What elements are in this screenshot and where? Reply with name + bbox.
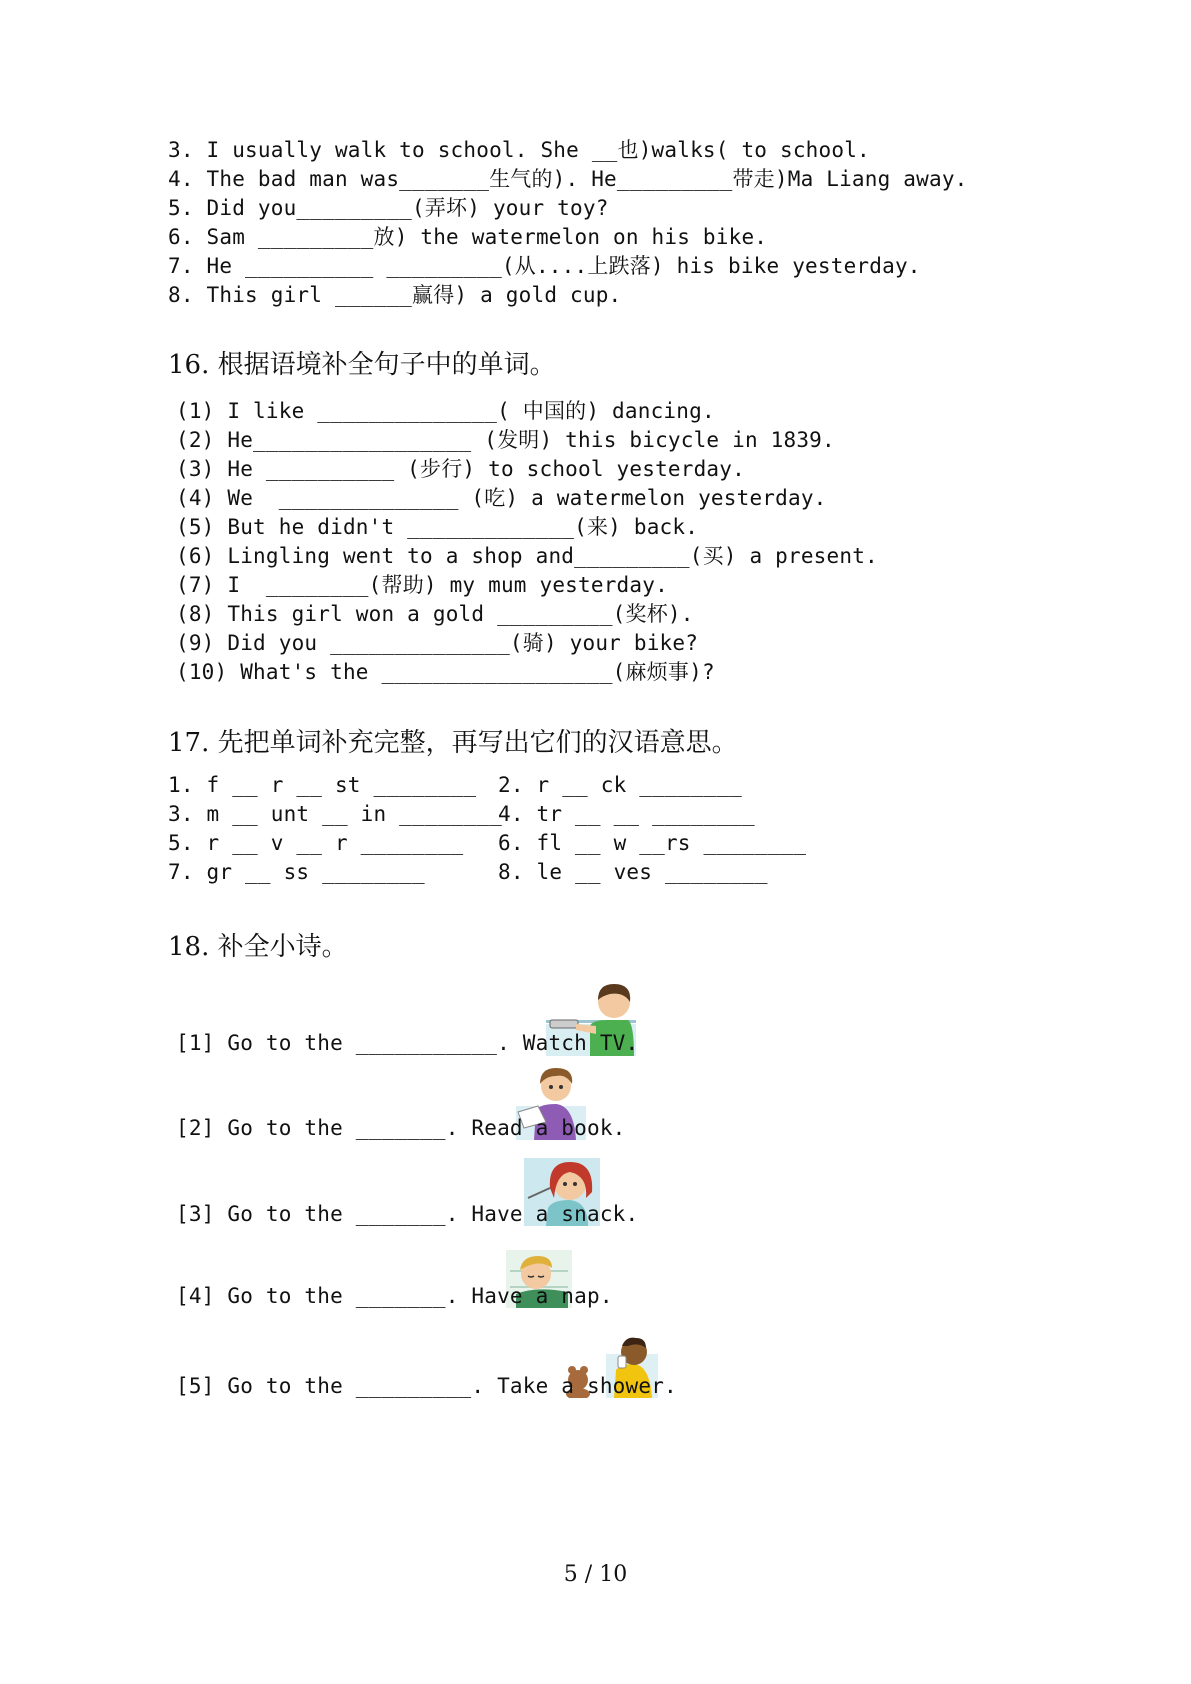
q16-item-5: (5) But he didn't _____________(来) back. xyxy=(176,515,699,539)
q16-item-6: (6) Lingling went to a shop and_________(买) a present. xyxy=(176,544,878,568)
q16-item-1: (1) I like ______________( 中国的) dancing. xyxy=(176,399,715,423)
q16-item-7: (7) I ________(帮助) my mum yesterday. xyxy=(176,573,668,597)
q16-item-4: (4) We ______________ (吃) a watermelon yesterday. xyxy=(176,486,827,510)
q15-item-3: 3. I usually walk to school. She __也)walks( to school. xyxy=(168,138,870,162)
q18-line-4: [4] Go to the _______. Have a nap. xyxy=(176,1284,613,1308)
q17-item-3: 3. m __ unt __ in ________ xyxy=(168,802,502,826)
q17-heading: 17. 先把单词补充完整，再写出它们的汉语意思。 xyxy=(168,728,738,758)
q15-item-5: 5. Did you_________(弄坏) your toy? xyxy=(168,196,609,220)
q18-line-5: [5] Go to the _________. Take a shower. xyxy=(176,1374,677,1398)
q18-line-3: [3] Go to the _______. Have a snack. xyxy=(176,1202,639,1226)
page-number: 5 / 10 xyxy=(563,1562,628,1587)
q17-item-4: 4. tr __ __ ________ xyxy=(498,802,755,826)
q17-item-6: 6. fl __ w __rs ________ xyxy=(498,831,807,855)
q17-item-7: 7. gr __ ss ________ xyxy=(168,860,425,884)
q15-item-4: 4. The bad man was_______生气的). He_________带走)Ma Liang away. xyxy=(168,167,968,191)
q15-item-7: 7. He __________ _________(从....上跌落) his bike yesterday. xyxy=(168,254,921,278)
q16-item-8: (8) This girl won a gold _________(奖杯). xyxy=(176,602,694,626)
q16-item-2: (2) He_________________ (发明) this bicycle in 1839. xyxy=(176,428,835,452)
q17-item-5: 5. r __ v __ r ________ xyxy=(168,831,464,855)
q15-item-8: 8. This girl ______赢得) a gold cup. xyxy=(168,283,622,307)
q17-item-1: 1. f __ r __ st ________ xyxy=(168,773,477,797)
q17-item-8: 8. le __ ves ________ xyxy=(498,860,768,884)
q16-item-9: (9) Did you ______________(骑) your bike? xyxy=(176,631,699,655)
q18-line-2: [2] Go to the _______. Read a book. xyxy=(176,1116,626,1140)
q16-item-10: (10) What's the __________________(麻烦事)? xyxy=(176,660,715,684)
q18-heading: 18. 补全小诗。 xyxy=(168,932,348,962)
q16-heading: 16. 根据语境补全句子中的单词。 xyxy=(168,350,556,380)
q17-item-2: 2. r __ ck ________ xyxy=(498,773,743,797)
q18-line-1: [1] Go to the ___________. Watch TV. xyxy=(176,1031,639,1055)
q15-item-6: 6. Sam _________放) the watermelon on his bike. xyxy=(168,225,768,249)
q16-item-3: (3) He __________ (步行) to school yesterday. xyxy=(176,457,745,481)
